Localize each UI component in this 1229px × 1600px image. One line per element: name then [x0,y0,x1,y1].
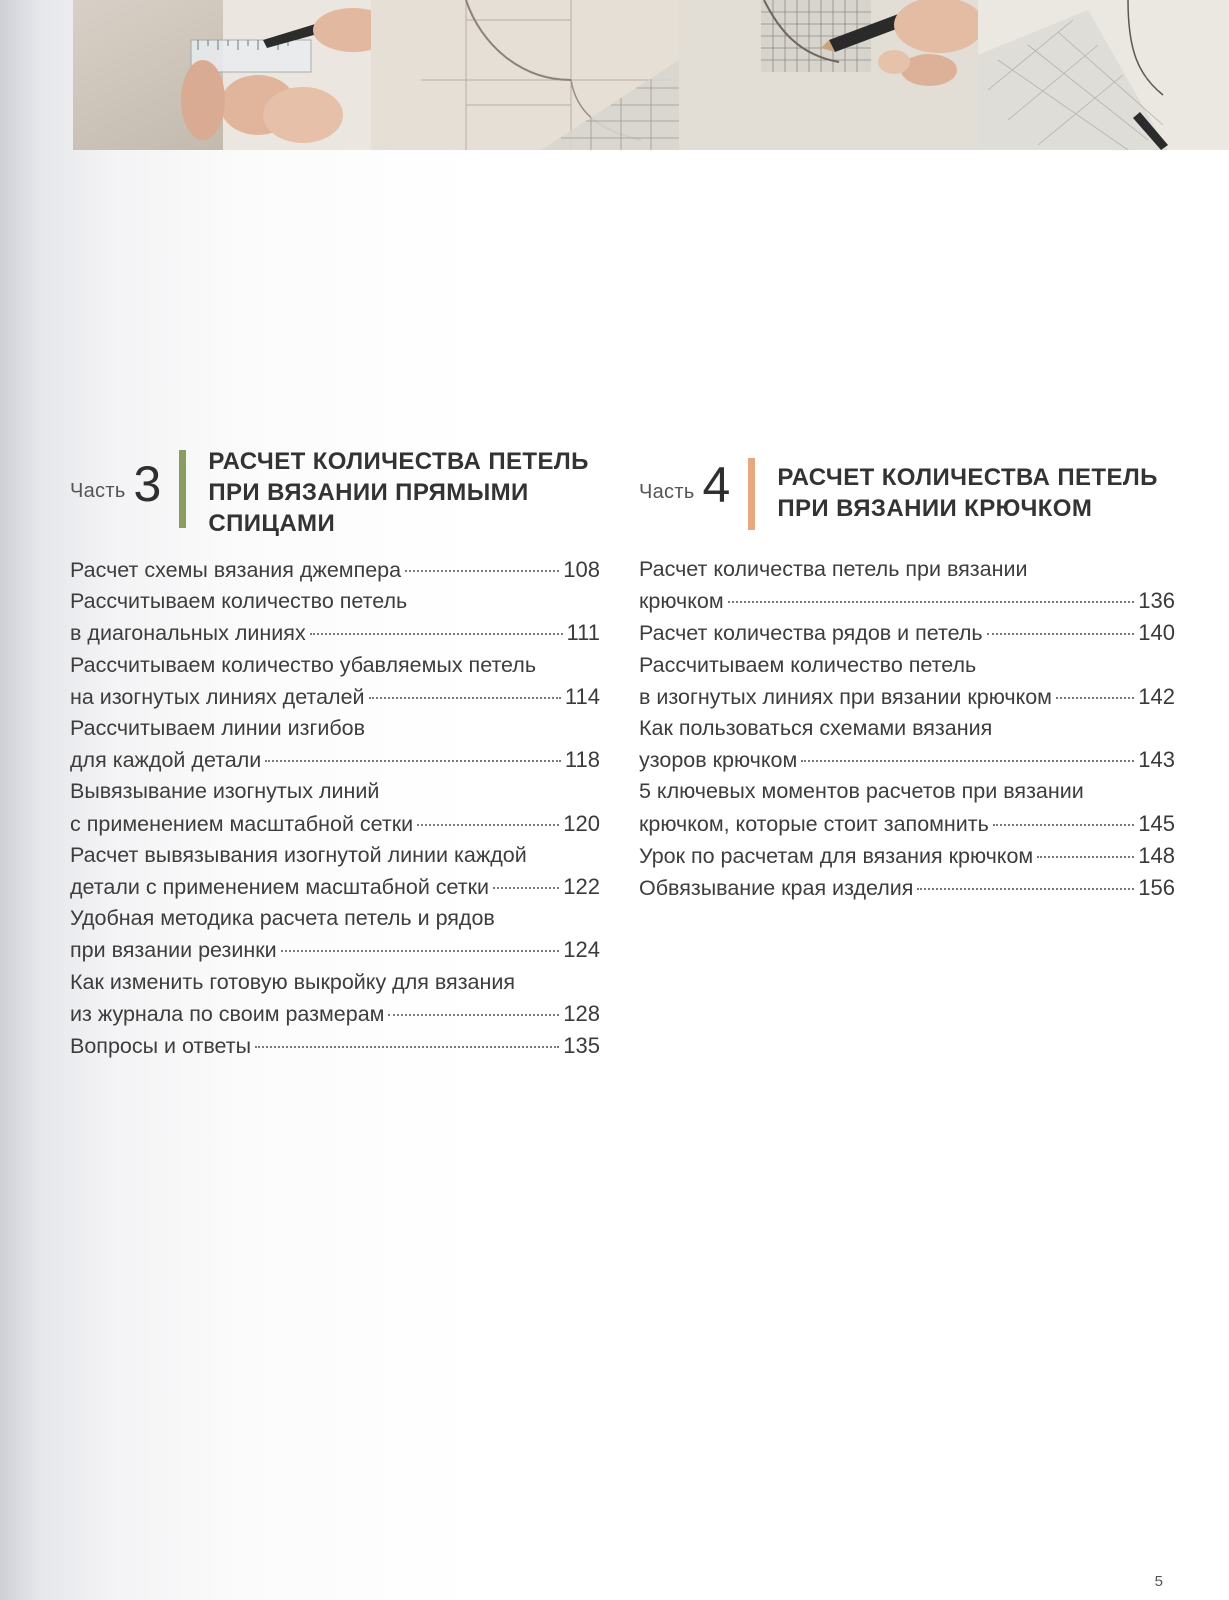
toc-entry-title: при вязании резинки [70,938,277,963]
toc-line [70,744,600,776]
toc-entry-title: Расчет вывязывания изогнутой линии каждой [70,842,527,867]
toc-entry[interactable] [70,903,600,966]
toc-entry-title: Расчет количества рядов и петель [639,621,983,646]
toc-entry-title: в изогнутых линиях при вязании крючком [639,684,1052,709]
toc-page-number: 145 [1138,810,1175,836]
toc-entry[interactable] [639,554,1175,617]
toc-leader-dots [987,633,1135,635]
part-3-title [208,446,588,539]
toc-entry-title: крючком [639,589,724,614]
toc-entry[interactable] [639,650,1175,713]
toc-leader-dots [388,1014,559,1016]
toc-page-number: 108 [563,557,600,582]
toc-entry[interactable] [639,840,1175,872]
part-3-number: 3 [133,456,162,512]
toc-entry-title: Урок по расчетам для вязания крючком [639,843,1034,868]
toc-entry-title: Рассчитываем количество петель [639,652,977,677]
toc-entry[interactable] [70,586,600,649]
toc-line [70,934,600,966]
toc-line [70,1030,600,1062]
page-number: 5 [1154,1573,1163,1590]
toc-entry-title: Рассчитываем количество убавляемых петель [70,652,537,677]
toc-entry[interactable] [70,1030,600,1062]
photo-grid-pencil [679,0,978,150]
toc-entry[interactable] [70,713,600,776]
toc-entry[interactable] [70,650,600,713]
toc-page-number: 128 [563,1000,600,1026]
toc-line [639,585,1175,617]
toc-line [70,617,600,649]
toc-leader-dots [255,1046,559,1048]
toc-entry[interactable] [639,776,1175,839]
toc-entry-title: для каждой детали [70,748,262,773]
toc-line [639,840,1175,872]
photo-ruler-sheet [978,0,1229,150]
toc-entry[interactable] [639,617,1175,649]
toc-entry-title: крючком, которые стоит запомнить [639,811,989,836]
part-4-title-line: РАСЧЕТ КОЛИЧЕСТВА ПЕТЕЛЬ [777,464,1158,491]
part-4-title [777,462,1157,524]
toc-page-number: 136 [1138,588,1175,614]
photo-ruler-hand [73,0,371,150]
toc-leader-dots [310,633,563,635]
toc-entry[interactable] [70,840,600,903]
toc-line [639,617,1175,649]
toc-leader-dots [993,824,1134,826]
toc-line [639,808,1175,840]
toc-leader-dots [493,887,559,889]
toc-entry-title: 5 ключевых моментов расчетов при вязании [639,779,1084,804]
part-3-title-line: ПРИ ВЯЗАНИИ ПРЯМЫМИ [208,479,529,506]
toc-entry-title: Вопросы и ответы [70,1034,252,1059]
toc-entry-title: Обвязывание края изделия [639,876,914,901]
toc-line [70,681,600,713]
toc-entry-title: Рассчитываем линии изгибов [70,716,366,741]
part-3-header [70,450,600,550]
toc-entry[interactable] [70,967,600,1030]
toc-page-number: 120 [563,810,600,836]
toc-leader-dots [417,824,559,826]
toc-line [70,808,600,840]
toc-entry-title: Как изменить готовую выкройку для вязания [70,969,516,994]
toc-entry-title: Расчет схемы вязания джемпера [70,558,402,582]
toc-line [70,554,600,586]
part-3-accent-bar [179,450,186,528]
toc-entry-title: на изогнутых линиях деталей [70,684,365,709]
part-4-header [639,450,1175,550]
part-3-title-line: РАСЧЕТ КОЛИЧЕСТВА ПЕТЕЛЬ [208,448,589,475]
toc-entry-title: из журнала по своим размерам [70,1001,385,1026]
part-4-label: Часть [639,481,695,503]
toc-leader-dots [281,950,560,952]
toc-leader-dots [405,570,559,572]
toc-entry-title: узоров крючком [639,748,798,773]
part-3-label: Часть [70,480,126,502]
part-3-title-line: СПИЦАМИ [208,510,336,537]
toc-entry-title: Расчет количества петель при вязании [639,557,1028,581]
toc-page-number: 148 [1138,842,1175,868]
toc-page-number: 114 [564,683,600,709]
toc-leader-dots [369,697,561,699]
toc-leader-dots [801,760,1134,762]
toc-page-number: 122 [563,874,600,900]
toc-page-number: 111 [566,620,600,646]
toc-entry-title: Рассчитываем количество петель [70,589,408,614]
toc-line [70,998,600,1030]
toc-entry-title: Удобная методика расчета петель и рядов [70,906,495,931]
toc-page-number: 118 [564,747,600,773]
toc-leader-dots [728,601,1135,603]
toc-page-number: 143 [1138,747,1175,773]
toc-entry-title: с применением масштабной сетки [70,811,414,836]
toc-entry[interactable] [639,713,1175,776]
toc-line [639,744,1175,776]
part-4-section [639,450,1175,904]
part-4-title-line: ПРИ ВЯЗАНИИ КРЮЧКОМ [777,495,1093,522]
photo-pattern-curve [371,0,679,150]
toc-leader-dots [265,760,561,762]
toc-entry[interactable] [70,554,600,586]
toc-page-number: 124 [563,937,600,963]
toc-entry-title: в диагональных линиях [70,621,306,646]
toc-entry-title: детали с применением масштабной сетки [70,875,490,900]
header-photo-strip [73,0,1229,150]
toc-entry[interactable] [639,872,1175,904]
toc-page-number: 142 [1138,683,1175,709]
toc-leader-dots [1056,697,1134,699]
part-4-toc [639,554,1175,904]
toc-entry-title: Как пользоваться схемами вязания [639,716,993,741]
toc-line [639,681,1175,713]
toc-line [70,871,600,903]
toc-entry-title: Вывязывание изогнутых линий [70,779,380,804]
part-3-section [70,450,600,1062]
part-4-accent-bar [748,458,755,530]
toc-leader-dots [917,888,1134,890]
toc-page-number: 140 [1138,620,1175,646]
toc-page-number: 135 [563,1033,600,1059]
toc-line [639,872,1175,904]
part-3-toc [70,554,600,1062]
part-4-number: 4 [702,457,731,513]
toc-page-number: 156 [1138,875,1175,901]
toc-entry[interactable] [70,776,600,839]
toc-leader-dots [1037,856,1134,858]
